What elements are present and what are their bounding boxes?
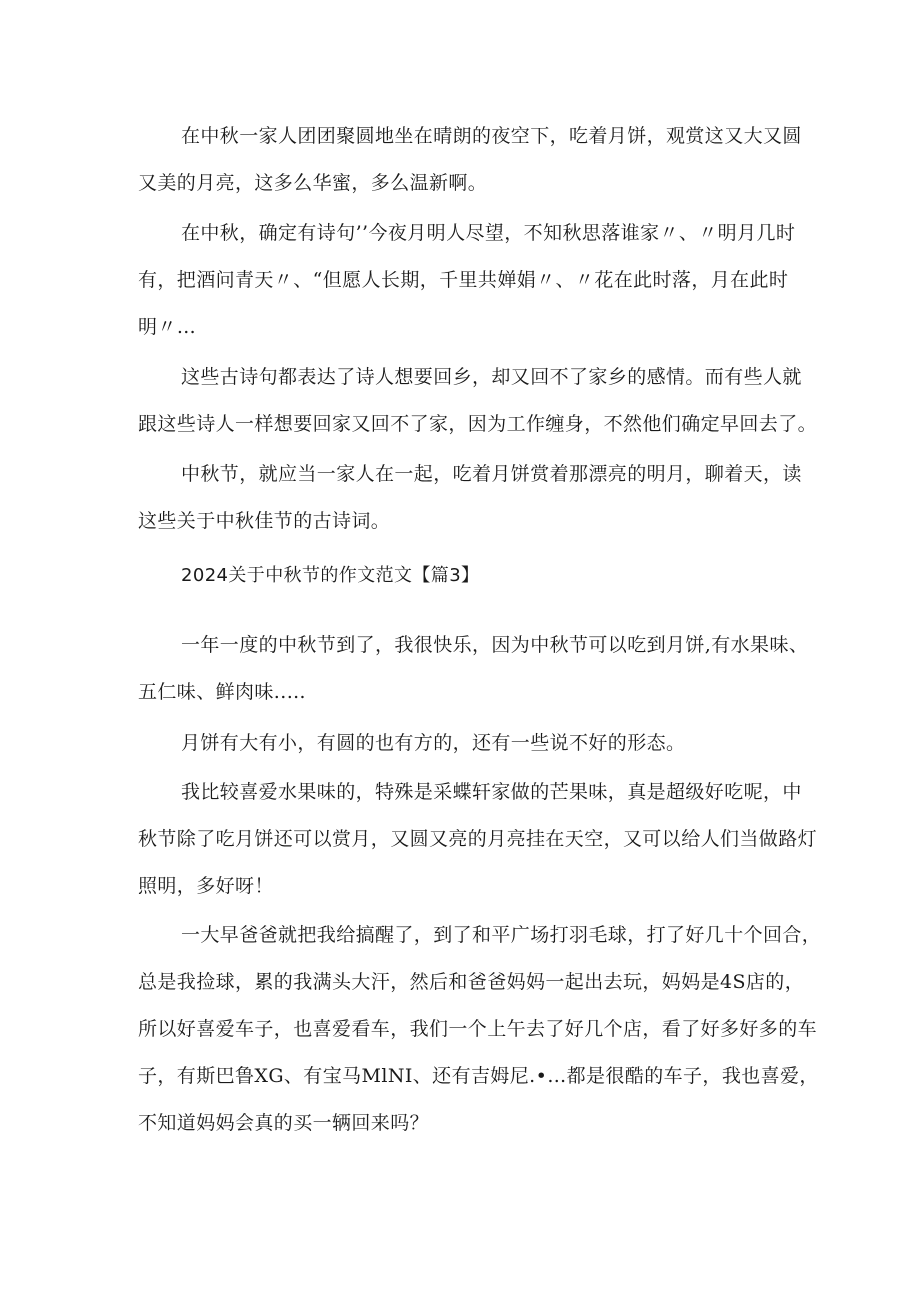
paragraph-8-line-3: 所以好喜爱车子，也喜爱看车，我们一个上午去了好几个店，看了好多好多的车 [138, 1018, 818, 1040]
section-heading: 2024关于中秋节的作文范文【篇3】 [181, 565, 480, 586]
paragraph-1-line-2: 又美的月亮，这多么华蜜，多么温新啊。 [138, 172, 488, 194]
paragraph-2-line-1: 在中秋，确定有诗句’’今夜月明人尽望，不知秋思落谁家〃、〃明月几时 [181, 222, 796, 244]
paragraph-2-line-3: 明〃… [138, 316, 197, 338]
paragraph-3-line-1: 这些古诗句都表达了诗人想要回乡，却又回不了家乡的感情。而有些人就 [181, 366, 802, 388]
paragraph-5-line-1: 一年一度的中秋节到了，我很快乐，因为中秋节可以吃到月饼,有水果味、 [181, 634, 809, 656]
paragraph-7-line-1: 我比较喜爱水果味的，特殊是采蝶轩家做的芒果味，真是超级好吃呢，中 [181, 781, 802, 803]
paragraph-6-line-1: 月饼有大有小，有圆的也有方的，还有一些说不好的形态。 [181, 732, 686, 754]
paragraph-2-line-2: 有，把酒问青天〃、“但愿人长期，千里共婵娟〃、〃花在此时落，月在此时 [138, 269, 789, 291]
paragraph-1-line-1: 在中秋一家人团团聚圆地坐在晴朗的夜空下，吃着月饼，观赏这又大又圆 [181, 125, 802, 147]
paragraph-8-line-5: 不知道妈妈会真的买一辆回来吗？ [138, 1112, 430, 1134]
paragraph-8-line-1: 一大早爸爸就把我给搞醒了，到了和平广场打羽毛球，打了好几十个回合， [181, 924, 822, 946]
paragraph-4-line-1: 中秋节，就应当一家人在一起，吃着月饼赏着那漂亮的明月，聊着天，读 [181, 463, 802, 485]
paragraph-8-line-4: 子，有斯巴鲁XG、有宝马MlNI、还有吉姆尼.•…都是很酷的车子，我也喜爱， [138, 1065, 819, 1087]
paragraph-7-line-3: 照明，多好呀！ [138, 875, 274, 897]
paragraph-3-line-2: 跟这些诗人一样想要回家又回不了家，因为工作缠身，不然他们确定早回去了。 [138, 413, 818, 435]
paragraph-8-line-2: 总是我捡球，累的我满头大汗，然后和爸爸妈妈一起出去玩，妈妈是4S店的， [138, 971, 805, 993]
paragraph-5-line-2: 五仁味、鲜肉味..… [138, 681, 307, 703]
paragraph-7-line-2: 秋节除了吃月饼还可以赏月，又圆又亮的月亮挂在天空，又可以给人们当做路灯 [138, 828, 818, 850]
paragraph-4-line-2: 这些关于中秋佳节的古诗词。 [138, 510, 391, 532]
